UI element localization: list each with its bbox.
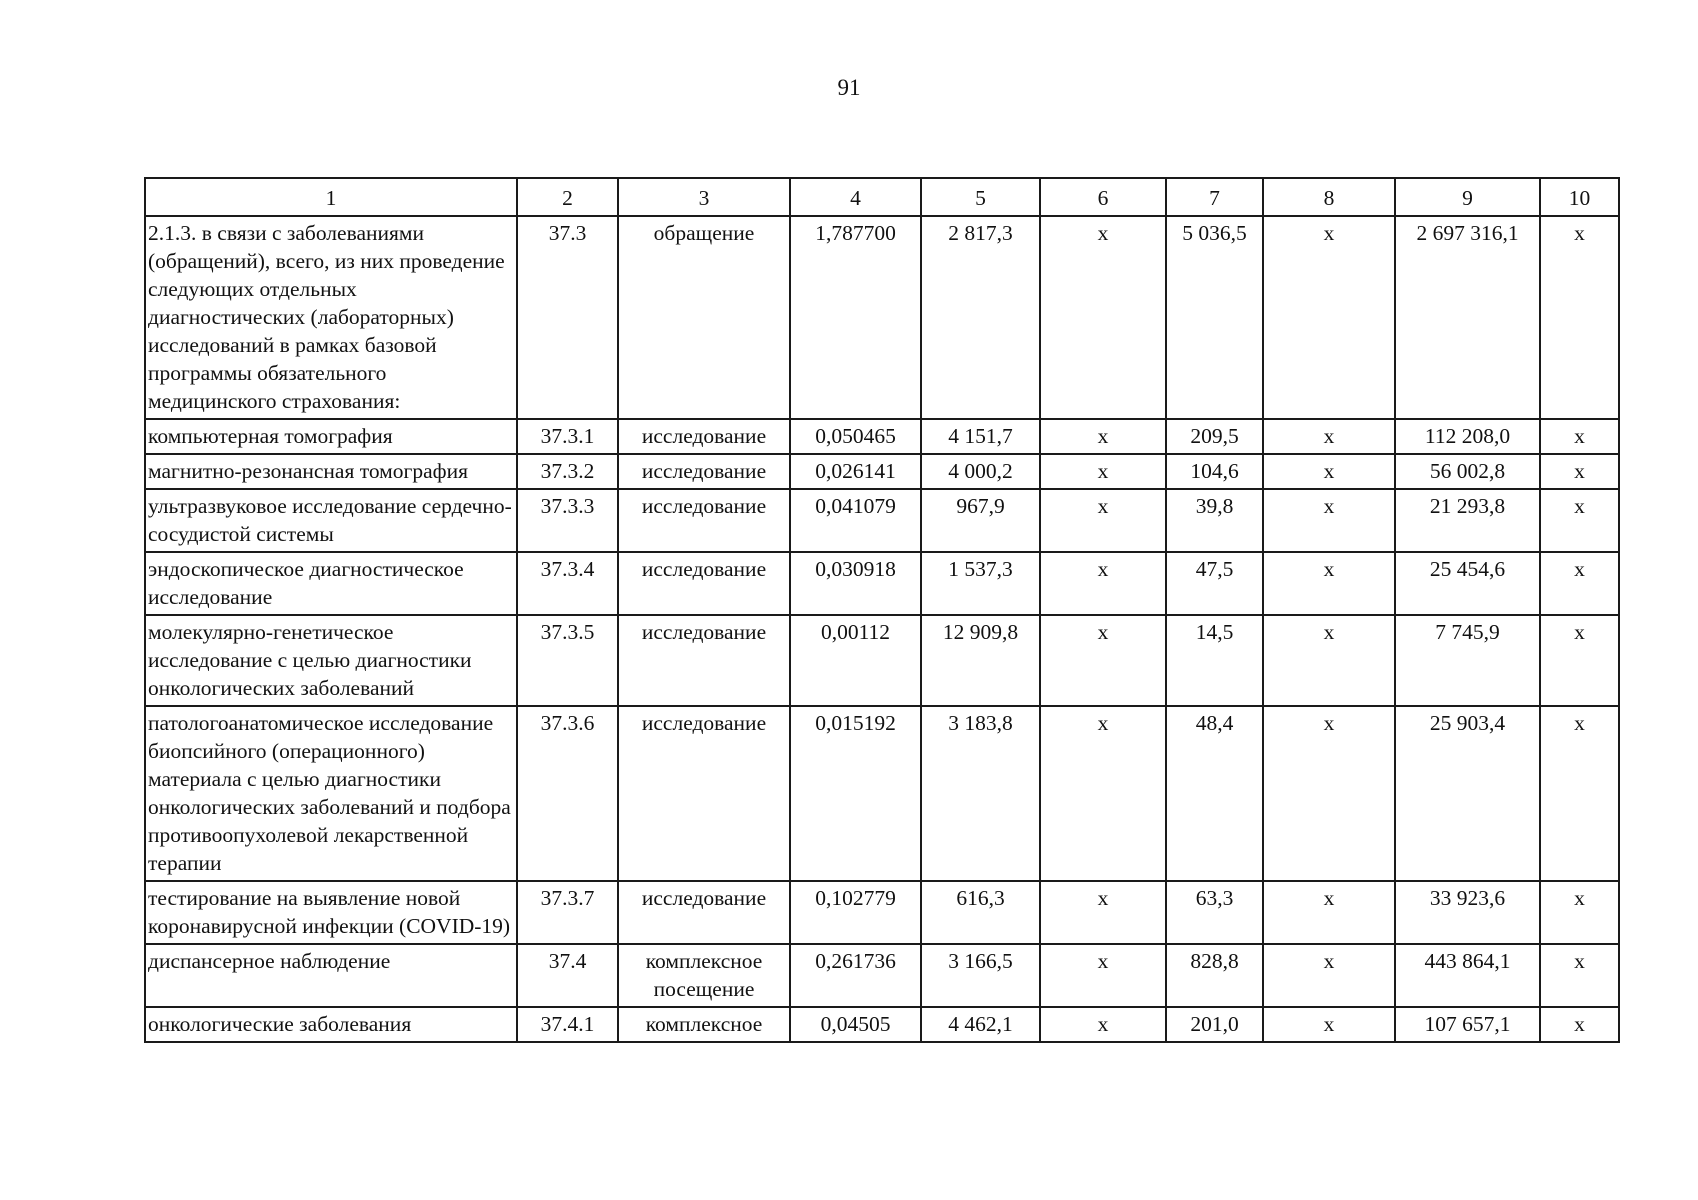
row-cell: 39,8: [1166, 489, 1263, 552]
table-row: [145, 454, 1619, 489]
row-cell: 0,015192: [790, 706, 921, 881]
data-table: [144, 177, 1620, 1043]
row-name: эндоскопическое диагностическое исследование: [145, 552, 517, 615]
row-cell: 1 537,3: [921, 552, 1040, 615]
column-header: 7: [1166, 178, 1263, 216]
row-name: молекулярно-генетическое исследование с целью диагностики онкологических заболеваний: [145, 615, 517, 706]
row-unit: комплексное посещение: [618, 944, 790, 1007]
row-unit: обращение: [618, 216, 790, 419]
row-unit: исследование: [618, 489, 790, 552]
row-code: 37.4.1: [517, 1007, 618, 1042]
row-unit: исследование: [618, 706, 790, 881]
row-cell: х: [1540, 552, 1619, 615]
row-cell: х: [1263, 944, 1395, 1007]
row-cell: х: [1040, 552, 1166, 615]
row-cell: 33 923,6: [1395, 881, 1540, 944]
row-cell: 104,6: [1166, 454, 1263, 489]
row-code: 37.3.3: [517, 489, 618, 552]
row-unit: исследование: [618, 881, 790, 944]
row-cell: х: [1040, 944, 1166, 1007]
row-unit: исследование: [618, 419, 790, 454]
row-cell: х: [1040, 706, 1166, 881]
row-cell: х: [1040, 489, 1166, 552]
row-cell: 5 036,5: [1166, 216, 1263, 419]
row-cell: 4 000,2: [921, 454, 1040, 489]
row-cell: 47,5: [1166, 552, 1263, 615]
column-header: 4: [790, 178, 921, 216]
row-code: 37.3.1: [517, 419, 618, 454]
table-row: [145, 881, 1619, 944]
row-cell: х: [1540, 216, 1619, 419]
row-cell: х: [1040, 419, 1166, 454]
row-code: 37.3.4: [517, 552, 618, 615]
row-cell: х: [1540, 419, 1619, 454]
row-cell: 3 183,8: [921, 706, 1040, 881]
row-cell: х: [1263, 615, 1395, 706]
row-cell: 3 166,5: [921, 944, 1040, 1007]
row-cell: 1,787700: [790, 216, 921, 419]
row-code: 37.3.6: [517, 706, 618, 881]
row-cell: х: [1263, 454, 1395, 489]
row-cell: х: [1263, 1007, 1395, 1042]
row-cell: 14,5: [1166, 615, 1263, 706]
column-header: 9: [1395, 178, 1540, 216]
row-cell: х: [1040, 615, 1166, 706]
row-name: диспансерное наблюдение: [145, 944, 517, 1007]
table-row: [145, 489, 1619, 552]
row-code: 37.3: [517, 216, 618, 419]
row-cell: х: [1040, 1007, 1166, 1042]
row-code: 37.3.2: [517, 454, 618, 489]
row-cell: 201,0: [1166, 1007, 1263, 1042]
column-header: 5: [921, 178, 1040, 216]
row-cell: 0,030918: [790, 552, 921, 615]
row-cell: 25 454,6: [1395, 552, 1540, 615]
row-cell: 0,04505: [790, 1007, 921, 1042]
column-header: 10: [1540, 178, 1619, 216]
row-cell: 21 293,8: [1395, 489, 1540, 552]
row-name: онкологические заболевания: [145, 1007, 517, 1042]
row-cell: 209,5: [1166, 419, 1263, 454]
row-cell: х: [1263, 706, 1395, 881]
row-cell: 0,102779: [790, 881, 921, 944]
row-cell: 112 208,0: [1395, 419, 1540, 454]
row-cell: 0,041079: [790, 489, 921, 552]
row-unit: исследование: [618, 615, 790, 706]
row-cell: 443 864,1: [1395, 944, 1540, 1007]
row-cell: 4 462,1: [921, 1007, 1040, 1042]
row-cell: х: [1263, 881, 1395, 944]
row-name: ультразвуковое исследование сердечно-сосудистой системы: [145, 489, 517, 552]
row-cell: 25 903,4: [1395, 706, 1540, 881]
row-cell: 2 817,3: [921, 216, 1040, 419]
row-cell: 4 151,7: [921, 419, 1040, 454]
row-cell: 2 697 316,1: [1395, 216, 1540, 419]
row-name: компьютерная томография: [145, 419, 517, 454]
row-cell: 0,050465: [790, 419, 921, 454]
row-cell: 0,026141: [790, 454, 921, 489]
column-header: 1: [145, 178, 517, 216]
table-header-row: [145, 178, 1619, 216]
row-name: 2.1.3. в связи с заболеваниями (обращений), всего, из них проведение следующих отдельных диагностических (лабораторных) исследований в рамках базовой программы обязательного медицинского страхования:: [145, 216, 517, 419]
row-cell: х: [1263, 552, 1395, 615]
row-cell: х: [1540, 454, 1619, 489]
row-cell: х: [1540, 615, 1619, 706]
row-cell: х: [1540, 706, 1619, 881]
row-name: магнитно-резонансная томография: [145, 454, 517, 489]
row-cell: х: [1040, 881, 1166, 944]
row-code: 37.3.5: [517, 615, 618, 706]
table-row: [145, 615, 1619, 706]
page-number: 91: [837, 75, 861, 100]
row-cell: 12 909,8: [921, 615, 1040, 706]
table-row: [145, 419, 1619, 454]
row-cell: 616,3: [921, 881, 1040, 944]
row-code: 37.4: [517, 944, 618, 1007]
table-row: [145, 1007, 1619, 1042]
row-unit: комплексное: [618, 1007, 790, 1042]
row-cell: х: [1540, 489, 1619, 552]
row-cell: х: [1540, 944, 1619, 1007]
row-cell: 63,3: [1166, 881, 1263, 944]
row-cell: х: [1263, 489, 1395, 552]
row-cell: 0,261736: [790, 944, 921, 1007]
row-code: 37.3.7: [517, 881, 618, 944]
row-cell: 56 002,8: [1395, 454, 1540, 489]
row-cell: 48,4: [1166, 706, 1263, 881]
row-cell: х: [1540, 1007, 1619, 1042]
row-cell: х: [1540, 881, 1619, 944]
row-cell: 0,00112: [790, 615, 921, 706]
row-cell: х: [1263, 216, 1395, 419]
table-row: [145, 216, 1619, 419]
row-unit: исследование: [618, 454, 790, 489]
row-cell: 967,9: [921, 489, 1040, 552]
row-cell: 7 745,9: [1395, 615, 1540, 706]
table-row: [145, 944, 1619, 1007]
column-header: 2: [517, 178, 618, 216]
row-cell: х: [1263, 419, 1395, 454]
row-cell: 828,8: [1166, 944, 1263, 1007]
column-header: 6: [1040, 178, 1166, 216]
row-name: патологоанатомическое исследование биопсийного (операционного) материала с целью диагностики онкологических заболеваний и подбора противоопухолевой лекарственной терапии: [145, 706, 517, 881]
table-row: [145, 552, 1619, 615]
row-cell: х: [1040, 454, 1166, 489]
row-name: тестирование на выявление новой коронавирусной инфекции (COVID-19): [145, 881, 517, 944]
table-row: [145, 706, 1619, 881]
row-cell: х: [1040, 216, 1166, 419]
row-cell: 107 657,1: [1395, 1007, 1540, 1042]
row-unit: исследование: [618, 552, 790, 615]
column-header: 3: [618, 178, 790, 216]
column-header: 8: [1263, 178, 1395, 216]
